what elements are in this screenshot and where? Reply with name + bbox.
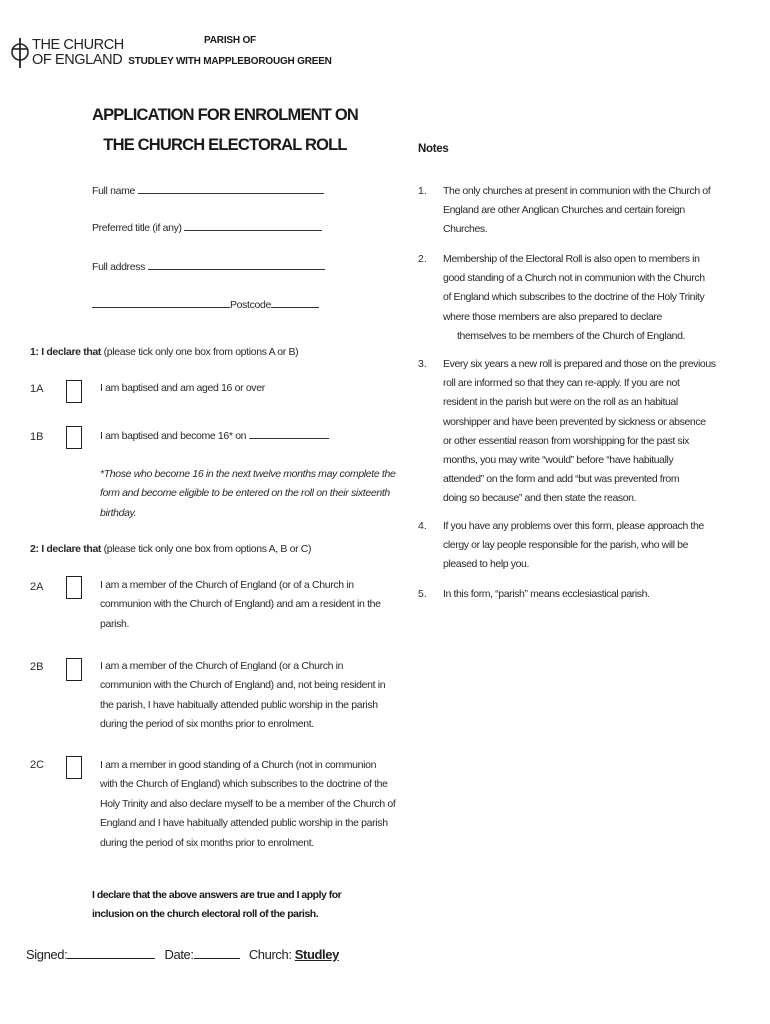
option-1a-checkbox[interactable] — [66, 380, 82, 403]
preferred-title-line[interactable] — [184, 220, 322, 231]
cross-icon — [10, 36, 30, 70]
birthday-date-line[interactable] — [249, 428, 329, 439]
option-2c-line: I am a member in good standing of a Church (not in communion — [100, 759, 377, 771]
date-line[interactable] — [194, 947, 240, 959]
note-line: pleased to help you. — [443, 558, 529, 571]
option-1a-text — [100, 379, 265, 398]
option-2c-line: during the period of six months prior to enrolment. — [100, 836, 314, 849]
note-5-number: 5. — [418, 588, 427, 600]
option-1b-line: I am baptised and become 16* on — [100, 430, 247, 442]
church-label: Church: — [248, 947, 292, 962]
note-line: England are other Anglican Churches and certain foreign — [443, 204, 685, 217]
section1-heading-bold: 1: I declare that — [30, 346, 102, 358]
full-name-field[interactable] — [92, 183, 324, 197]
full-name-line[interactable] — [138, 183, 324, 194]
note-line: clergy or lay people responsible for the parish, who will be — [443, 539, 689, 552]
option-2c-checkbox[interactable] — [66, 756, 82, 779]
footnote-line: birthday. — [100, 506, 137, 519]
postcode-line[interactable] — [271, 297, 319, 308]
note-line: In this form, “parish” means ecclesiastical parish. — [443, 588, 650, 600]
note-line: months, you may write “would” before “have habitually — [443, 454, 674, 467]
note-line: themselves to be members of the Church of England. — [457, 329, 686, 342]
section2-heading-bold: 2: I declare that — [30, 543, 102, 555]
full-name-label: Full name — [92, 185, 135, 197]
option-1b-text[interactable] — [100, 427, 329, 446]
option-2b-line: during the period of six months prior to enrolment. — [100, 718, 314, 731]
note-1-text — [443, 182, 710, 240]
declaration-line: I declare that the above answers are true and I apply for — [92, 889, 342, 901]
address-line-2[interactable] — [92, 297, 230, 308]
note-line: worshipper and have been prevented by sickness or absence — [443, 415, 706, 428]
option-2a-label: 2A — [30, 581, 44, 593]
option-2a-checkbox[interactable] — [66, 576, 82, 599]
form-title-line2: THE CHURCH ELECTORAL ROLL — [103, 136, 347, 154]
parish-heading-line1: PARISH OF — [204, 35, 256, 46]
note-line: Membership of the Electoral Roll is also open to members in — [443, 253, 700, 265]
logo-text-line2: OF ENGLAND — [32, 52, 123, 68]
parish-heading-line2: STUDLEY WITH MAPPLEBOROUGH GREEN — [128, 56, 332, 67]
note-line: of England which subscribes to the doctrine of the Holy Trinity — [443, 291, 705, 304]
note-3-text — [443, 355, 716, 509]
note-2-text — [443, 250, 705, 346]
option-2c-label: 2C — [30, 759, 45, 771]
option-2a-line: I am a member of the Church of England (or of a Church in — [100, 579, 354, 591]
option-1b-label: 1B — [30, 431, 44, 443]
footnote-line: *Those who become 16 in the next twelve months may complete the — [100, 468, 396, 480]
church-value: Studley — [294, 947, 339, 962]
note-4-number: 4. — [418, 520, 427, 532]
note-5-text — [443, 585, 650, 604]
preferred-title-label: Preferred title (if any) — [92, 222, 182, 234]
full-address-line[interactable] — [148, 259, 325, 270]
option-2a-line: communion with the Church of England) and am a resident in the — [100, 598, 381, 611]
logo-text-line1: THE CHURCH — [32, 37, 124, 53]
section1-heading — [30, 346, 298, 358]
note-line: resident in the parish but were on the roll as an habitual — [443, 396, 678, 409]
note-line: good standing of a Church not in communion with the Church — [443, 272, 705, 285]
option-2b-line: communion with the Church of England) and, not being resident in — [100, 679, 386, 692]
postcode-label: Postcode — [230, 299, 271, 311]
option-2b-text — [100, 657, 385, 735]
option-2c-line: with the Church of England) which subscribes to the doctrine of the — [100, 778, 388, 791]
signature-row — [26, 947, 339, 962]
option-2c-line: England and I have habitually attended public worship in the parish — [100, 817, 388, 830]
note-line: If you have any problems over this form, please approach the — [443, 520, 704, 532]
note-1-number: 1. — [418, 185, 427, 197]
option-2c-line: Holy Trinity and also declare myself to be a member of the Church of — [100, 797, 396, 810]
full-address-field[interactable] — [92, 259, 325, 273]
note-line: doing so because” and then state the reason. — [443, 492, 637, 505]
section1-heading-rest: (please tick only one box from options A or B) — [101, 346, 299, 358]
option-2b-checkbox[interactable] — [66, 658, 82, 681]
postcode-field[interactable] — [92, 297, 319, 311]
footnote-line: form and become eligible to be entered on the roll on their sixteenth — [100, 487, 390, 500]
option-2a-text — [100, 576, 381, 634]
church-of-england-logo — [10, 36, 124, 76]
option-1a-line: I am baptised and am aged 16 or over — [100, 382, 265, 394]
declaration-line: inclusion on the church electoral roll of the parish. — [92, 908, 319, 920]
note-line: roll are informed so that they can re-apply. If you are not — [443, 377, 680, 390]
signature-line[interactable] — [67, 947, 155, 959]
note-line: attended” on the form and add “but was prevented from — [443, 473, 680, 486]
note-line: Churches. — [443, 223, 488, 236]
note-line: or other essential reason from worshipping for the past six — [443, 434, 690, 447]
preferred-title-field[interactable] — [92, 220, 322, 234]
form-title-line1: APPLICATION FOR ENROLMENT ON — [91, 106, 359, 124]
option-2b-line: the parish, I have habitually attended public worship in the parish — [100, 698, 378, 711]
notes-heading: Notes — [418, 143, 449, 155]
note-line: The only churches at present in communion with the Church of — [443, 185, 711, 197]
section2-heading-rest: (please tick only one box from options A, B or C) — [101, 543, 312, 555]
option-2a-line: parish. — [100, 617, 130, 630]
option-2b-label: 2B — [30, 661, 44, 673]
option-1a-label: 1A — [30, 383, 44, 395]
date-label: Date: — [164, 947, 194, 962]
option-1b-checkbox[interactable] — [66, 426, 82, 449]
note-line: Every six years a new roll is prepared and those on the previous — [443, 358, 716, 370]
note-3-number: 3. — [418, 358, 427, 370]
signed-label: Signed: — [26, 947, 68, 962]
note-4-text — [443, 517, 704, 575]
declaration-text — [92, 886, 341, 924]
option-2c-text — [100, 756, 395, 853]
section1-footnote — [100, 465, 395, 523]
option-2b-line: I am a member of the Church of England (or a Church in — [100, 660, 344, 672]
note-2-number: 2. — [418, 253, 427, 265]
note-line: where those members are also prepared to declare — [443, 310, 662, 323]
full-address-label: Full address — [92, 261, 145, 273]
section2-heading — [30, 543, 311, 555]
